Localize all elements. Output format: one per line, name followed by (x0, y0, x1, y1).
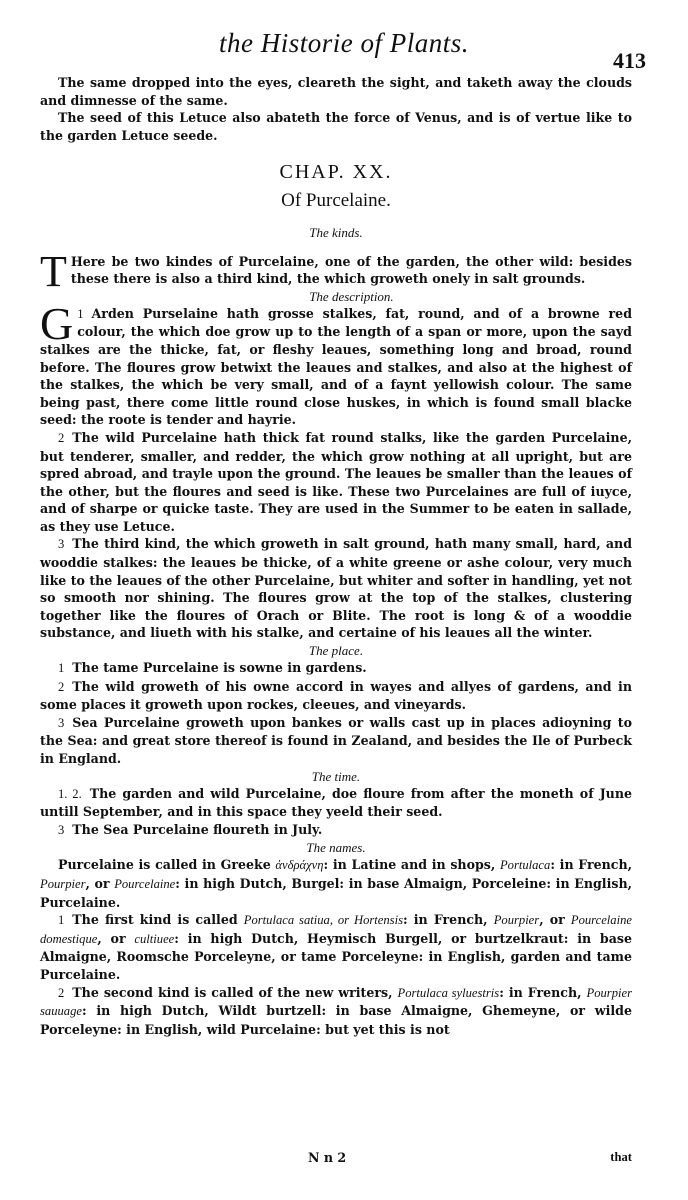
chapter-title: Of Purcelaine. (281, 189, 391, 211)
place-paragraph-1 (40, 659, 632, 678)
place-text-1: The tame Purcelaine is sowne in gardens. (72, 660, 367, 676)
heading-names: The names. (306, 840, 366, 856)
latin-name: Portulaca satiua, or Hortensis (243, 913, 403, 928)
paragraph-number: 1. 2. (58, 786, 82, 801)
description-paragraph-1 (40, 297, 632, 429)
names-text: : in French, (402, 912, 488, 928)
names-text: Purcelaine is called in Greeke (58, 857, 271, 873)
names-text: : in French, (499, 984, 582, 1000)
names-text: : in high Dutch, Burgel: in base Almaign, Porceleine: in English, Purcelaine. (40, 875, 632, 910)
heading-time: The time. (311, 768, 361, 784)
paragraph-seed: The seed of this Letuce also abateth the force of Venus, and is of vertue like to the garden Letuce seede. (40, 110, 632, 143)
paragraph-number: 2 (58, 679, 65, 694)
names-text: : in high Dutch, Heymisch Burgell, or burtzelkraut: in base Almaigne, Roomsche Porceleyne, or tame Porceleyne: in English, garden and tame Purcelaine. (40, 930, 632, 982)
description-paragraph-3 (40, 535, 632, 642)
time-paragraph-1 (40, 785, 632, 821)
paragraph-number: 3 (58, 715, 65, 730)
place-paragraph-2 (40, 678, 632, 714)
paragraph-number: 3 (58, 537, 65, 552)
description-text-2: The wild Purcelaine hath thick fat round stalks, like the garden Purcelaine, but tenderer, smaller, and redder, the which grow nothing at all upright, but are spred abroad, and trayle upon the ground. The leaues be smaller than the leaues of the other, but the floures and seed is like. These two Purcelaines are full of iuyce, and of sharpe or quicke taste. They are used in the Summer to be eaten in sallade, as they use Letuce. (40, 429, 632, 534)
page-body (40, 74, 632, 1038)
names-text: : in French, (550, 857, 633, 873)
kinds-text: Here be two kindes of Purcelaine, one of the garden, the other wild: besides these there is also a third kind, the which groweth onely in salt grounds. (70, 253, 632, 287)
french-name: Pourcelaine domestique (40, 913, 632, 946)
names-paragraph-2 (40, 984, 632, 1039)
place-text-3: Sea Purcelaine groweth upon bankes or walls cast up in places adioyning to the Sea: and great store thereof is found in Zealand, and besides the Ile of Purbeck in England. (40, 714, 632, 766)
names-text: The first kind is called (72, 912, 238, 928)
names-text: , or (539, 912, 565, 928)
latin-name: Portulaca syluestris (397, 985, 500, 1000)
paragraph-number: 3 (58, 822, 65, 837)
paragraph-number: 1 (58, 913, 65, 928)
french-name: Pourpier sauuage (40, 985, 632, 1019)
heading-description: The description. (309, 288, 394, 304)
page-number: 413 (613, 48, 646, 73)
paragraph-eyes: The same dropped into the eyes, cleareth the sight, and taketh away the clouds and dimnesse of the same. (40, 75, 632, 108)
paragraph-number: 2 (58, 985, 65, 1000)
time-paragraph-2 (40, 821, 632, 840)
names-text: : in high Dutch, Wildt burtzell: in base Almaigne, Ghemeyne, or wilde Porceleyne: in English, wild Purcelaine: but yet this is not (40, 1003, 632, 1037)
french-name: Pourcelaine (114, 876, 176, 891)
french-name: Pourpier (40, 876, 86, 891)
french-name: Pourpier (493, 913, 540, 928)
latin-name: Portulaca (499, 858, 551, 873)
place-paragraph-3 (40, 714, 632, 768)
drop-capital-t: T (40, 246, 67, 296)
time-text-2: The Sea Purcelaine floureth in July. (72, 821, 323, 837)
description-text-3: The third kind, the which groweth in salt ground, hath many small, hard, and wooddie stalkes: the leaues be thicke, of a white greene or ashe colour, very much like to the leaues of the other Purcelaine, but whiter and softer in handling, yet not so smooth nor shining. The floures grow at the top of the stalkes, clustering together like the floures of Orach or Blite. The root is long & of a wooddie substance, and liueth with his stalke, and certaine of his leaues all the winter. (40, 536, 632, 641)
chapter-number: CHAP. XX. (279, 161, 393, 184)
heading-place: The place. (308, 643, 364, 659)
catchword: that (610, 1150, 632, 1164)
heading-kinds: The kinds. (309, 224, 363, 240)
names-text: , or (97, 930, 126, 946)
names-text: The second kind is called of the new writers, (72, 984, 393, 1000)
names-paragraph-1 (40, 911, 632, 983)
description-text-1: Arden Purselaine hath grosse stalkes, fat, round, and of a browne red colour, the which doe grow up to the length of a span or more, upon the sayd stalkes are the thicke, fat, or fleshy leaues, something long and broad, round before. The floures grow betwixt the leaues and stalkes, and also at the highest of the stalkes, the which be very small, and of a faynt yellowish colour. The same being past, there come little round close huskes, in which is found small blacke seed: the roote is tender and hayrie. (40, 305, 632, 428)
paragraph-number: 1 (77, 306, 84, 321)
signature-mark: N n 2 (308, 1150, 347, 1165)
names-text: , or (85, 875, 110, 891)
greek-name: ἀνδράχνη (275, 858, 324, 873)
place-text-2: The wild groweth of his owne accord in wayes and allyes of gardens, and in some places it groweth upon rockes, cleeues, and vineyards. (40, 678, 632, 713)
paragraph-number: 2 (58, 430, 65, 445)
paragraph-number: 1 (58, 661, 65, 676)
drop-capital-g: G (40, 297, 74, 349)
description-paragraph-2 (40, 429, 632, 536)
names-paragraph-intro (40, 856, 632, 911)
time-text-1: The garden and wild Purcelaine, doe floure from after the moneth of June untill September, and in this space they yeeld their seed. (40, 785, 632, 820)
running-title: the Historie of Plants. (219, 28, 469, 58)
names-text: : in Latine and in shops, (323, 857, 496, 873)
french-name: cultiuee (134, 931, 175, 946)
